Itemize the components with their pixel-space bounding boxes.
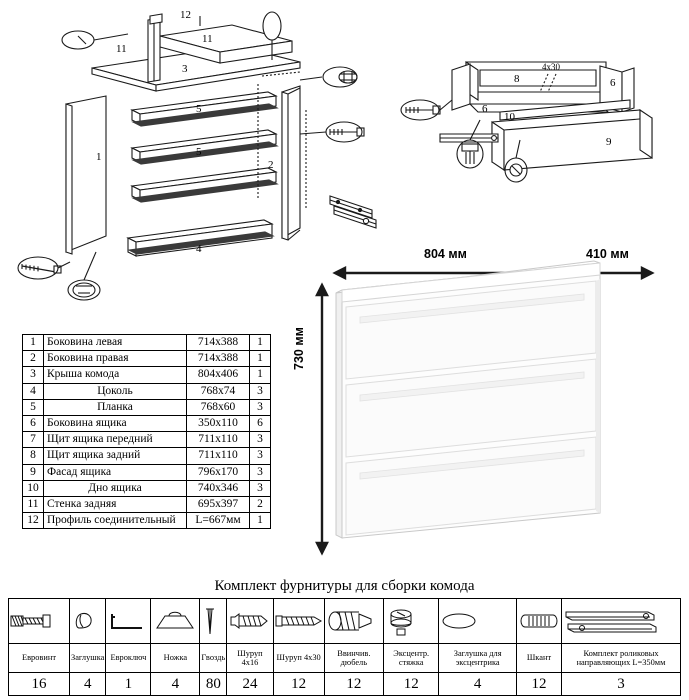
nail-icon — [200, 599, 227, 644]
part-qty: 6 — [250, 415, 271, 431]
table-row — [23, 448, 271, 464]
kit-item-label: Шкант — [516, 644, 561, 673]
part-name: Фасад ящика — [44, 464, 187, 480]
kit-item-label: Эксцентр. стяжка — [384, 644, 439, 673]
kit-item-count: 16 — [9, 673, 70, 696]
table-row — [23, 513, 271, 529]
part-dimensions: 740х346 — [187, 480, 250, 496]
dimension-depth: 410 мм — [586, 247, 629, 261]
table-row — [23, 415, 271, 431]
part-qty: 1 — [250, 513, 271, 529]
part-qty: 3 — [250, 399, 271, 415]
screw4x30-icon — [273, 599, 324, 644]
part-no: 12 — [23, 513, 44, 529]
dimension-width: 804 мм — [424, 247, 467, 261]
callout-6b: 6 — [610, 77, 616, 89]
part-qty: 3 — [250, 464, 271, 480]
table-row — [23, 351, 271, 367]
table-row — [23, 383, 271, 399]
kit-item-count: 12 — [384, 673, 439, 696]
part-qty: 3 — [250, 383, 271, 399]
callout-5b: 5 — [196, 146, 202, 158]
callout-4x30: 4x30 — [542, 62, 560, 72]
part-dimensions: 768х74 — [187, 383, 250, 399]
part-name: Щит ящика передний — [44, 432, 187, 448]
table-row — [23, 335, 271, 351]
table-row — [23, 480, 271, 496]
callout-1: 1 — [96, 151, 102, 163]
callout-3: 3 — [182, 63, 188, 75]
part-dimensions: 711х110 — [187, 432, 250, 448]
cam-lock-icon — [384, 599, 439, 644]
part-no: 3 — [23, 367, 44, 383]
part-name: Боковина левая — [44, 335, 187, 351]
part-dimensions: 695х397 — [187, 496, 250, 512]
callout-10: 10 — [504, 111, 515, 123]
table-row — [23, 464, 271, 480]
kit-item-label: Заглушка для эксцентрика — [439, 644, 517, 673]
part-dimensions: 350х110 — [187, 415, 250, 431]
kit-item-label: Комплект роликовых направляющих L=350мм — [562, 644, 681, 673]
part-name: Боковина ящика — [44, 415, 187, 431]
part-name: Стенка задняя — [44, 496, 187, 512]
part-no: 2 — [23, 351, 44, 367]
kit-item-count: 24 — [227, 673, 273, 696]
part-qty: 3 — [250, 480, 271, 496]
part-dimensions: 714х388 — [187, 335, 250, 351]
callout-11b: 11 — [202, 33, 213, 45]
part-qty: 3 — [250, 448, 271, 464]
part-name: Цоколь — [44, 383, 187, 399]
part-no: 6 — [23, 415, 44, 431]
table-row — [23, 367, 271, 383]
callout-2: 2 — [268, 159, 274, 171]
kit-item-label: Ввинчив. дюбель — [324, 644, 383, 673]
callout-5a: 5 — [196, 103, 202, 115]
part-no: 7 — [23, 432, 44, 448]
dowel-screw-icon — [324, 599, 383, 644]
dresser-render — [300, 245, 680, 565]
kit-item-count: 80 — [200, 673, 227, 696]
parts-table — [22, 334, 271, 529]
screw4x16-icon — [227, 599, 273, 644]
callout-8: 8 — [514, 73, 520, 85]
part-no: 8 — [23, 448, 44, 464]
part-name: Щит ящика задний — [44, 448, 187, 464]
kit-item-label: Гвоздь — [200, 644, 227, 673]
kit-item-count: 3 — [562, 673, 681, 696]
kit-item-count: 12 — [273, 673, 324, 696]
kit-title: Комплект фурнитуры для сборки комода — [214, 578, 475, 594]
slide-rail-icon — [562, 599, 681, 644]
kit-item-label: Шуруп 4х16 — [227, 644, 273, 673]
part-name: Планка — [44, 399, 187, 415]
part-no: 1 — [23, 335, 44, 351]
part-dimensions: 711х110 — [187, 448, 250, 464]
callout-6a: 6 — [482, 103, 488, 115]
part-qty: 1 — [250, 351, 271, 367]
foot-icon — [151, 599, 200, 644]
part-no: 10 — [23, 480, 44, 496]
cap-icon — [70, 599, 106, 644]
kit-item-count: 4 — [439, 673, 517, 696]
part-name: Боковина правая — [44, 351, 187, 367]
dowel-icon — [516, 599, 561, 644]
part-qty: 1 — [250, 335, 271, 351]
callout-12: 12 — [180, 9, 191, 21]
part-dimensions: 714х388 — [187, 351, 250, 367]
kit-item-label: Евроключ — [106, 644, 151, 673]
table-row — [23, 399, 271, 415]
kit-item-label: Шуруп 4х30 — [273, 644, 324, 673]
kit-item-label: Заглушка — [70, 644, 106, 673]
part-dimensions: 804х406 — [187, 367, 250, 383]
hexkey-icon — [106, 599, 151, 644]
kit-item-count: 4 — [151, 673, 200, 696]
part-name: Профиль соединительный — [44, 513, 187, 529]
kit-item-count: 1 — [106, 673, 151, 696]
kit-item-label: Евровинт — [9, 644, 70, 673]
callout-4: 4 — [196, 243, 202, 255]
cam-cap-icon — [439, 599, 517, 644]
part-dimensions: L=667мм — [187, 513, 250, 529]
part-dimensions: 796х170 — [187, 464, 250, 480]
part-qty: 3 — [250, 432, 271, 448]
table-row — [23, 496, 271, 512]
part-dimensions: 768х60 — [187, 399, 250, 415]
kit-item-count: 4 — [70, 673, 106, 696]
hardware-kit-table — [8, 598, 681, 696]
part-name: Крыша комода — [44, 367, 187, 383]
part-qty: 1 — [250, 367, 271, 383]
part-qty: 2 — [250, 496, 271, 512]
part-no: 9 — [23, 464, 44, 480]
kit-item-count: 12 — [324, 673, 383, 696]
screw-icon — [9, 599, 70, 644]
part-name: Дно ящика — [44, 480, 187, 496]
kit-item-label: Ножка — [151, 644, 200, 673]
part-no: 5 — [23, 399, 44, 415]
dimension-height: 730 мм — [292, 327, 306, 370]
part-no: 4 — [23, 383, 44, 399]
kit-item-count: 12 — [516, 673, 561, 696]
part-no: 11 — [23, 496, 44, 512]
table-row — [23, 432, 271, 448]
callout-9: 9 — [606, 136, 612, 148]
callout-11a: 11 — [116, 43, 127, 55]
